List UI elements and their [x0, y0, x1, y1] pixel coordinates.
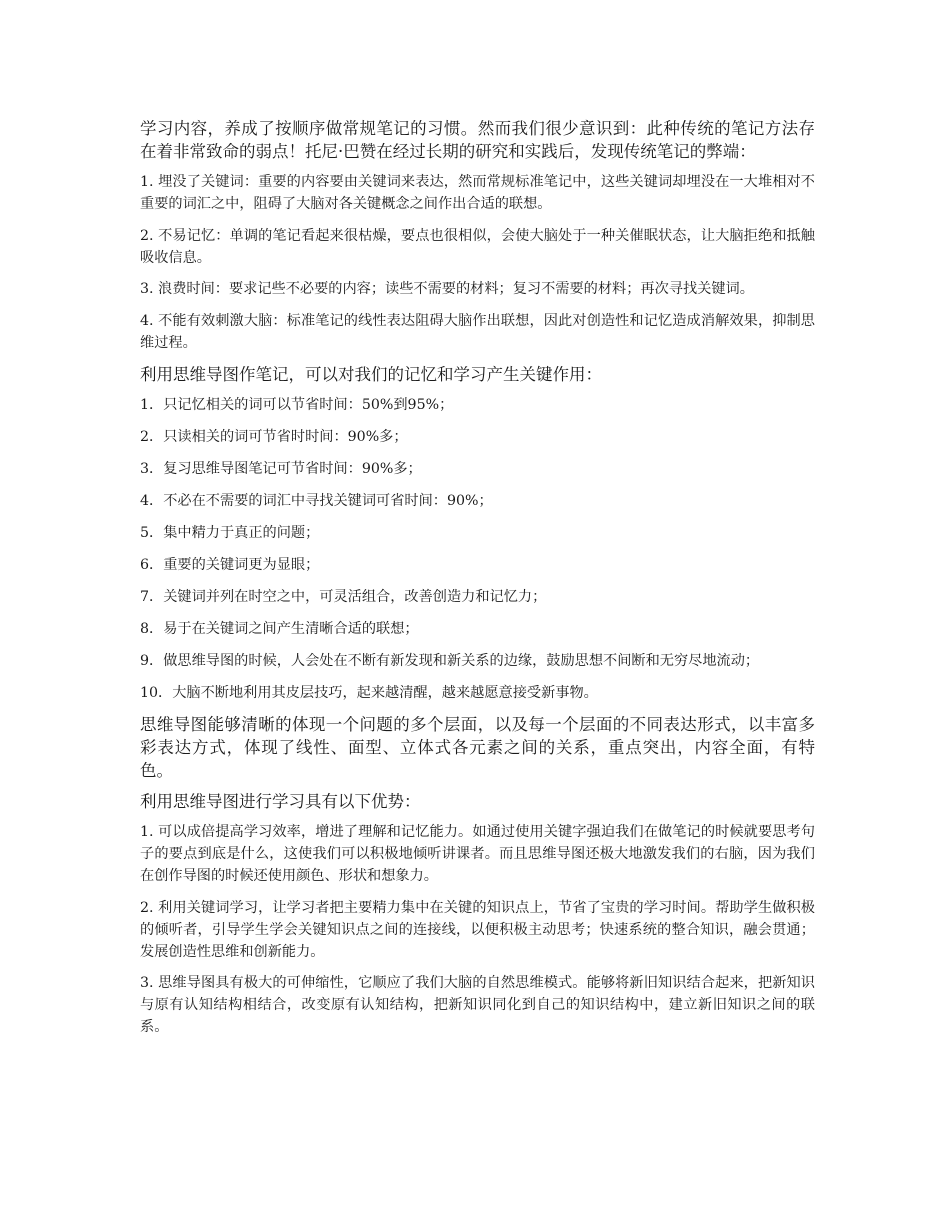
benefit-item-1: 1．只记忆相关的词可以节省时间：50%到95%；	[140, 397, 454, 413]
benefit-item-4: 4．不必在不需要的词汇中寻找关键词可省时间：90%；	[140, 493, 493, 509]
mindmap-benefits-heading: 利用思维导图作笔记，可以对我们的记忆和学习产生关键作用：	[140, 365, 602, 384]
drawback-item-4: 4. 不能有效刺激大脑：标准笔记的线性表达阻碍大脑作出联想，因此对创造性和记忆造成消解效果，抑制思维过程。	[140, 312, 815, 351]
drawback-item-1: 1. 埋没了关键词：重要的内容要由关键词来表达，然而常规标准笔记中，这些关键词却埋没在一大堆相对不重要的词汇之中，阻碍了大脑对各关键概念之间作出合适的联想。	[140, 174, 815, 212]
advantage-item-1: 1. 可以成倍提高学习效率，增进了理解和记忆能力。如通过使用关键字强迫我们在做笔记的时候就要思考句子的要点到底是什么，这使我们可以积极地倾听讲课者。而且思维导图还极大地激发我们的右脑，因为我们在创作导图的时候还使用颜色、形状和想象力。	[140, 824, 815, 884]
benefit-item-5: 5．集中精力于真正的问题；	[140, 525, 320, 541]
drawback-item-2: 2. 不易记忆：单调的笔记看起来很枯燥，要点也很相似，会使大脑处于一种关催眠状态，让大脑拒绝和抵触吸收信息。	[140, 227, 815, 266]
benefit-item-6: 6．重要的关键词更为显眼；	[140, 557, 320, 573]
intro-paragraph: 学习内容，养成了按顺序做常规笔记的习惯。然而我们很少意识到：此种传统的笔记方法存在着非常致命的弱点！托尼·巴赞在经过长期的研究和实践后，发现传统笔记的弊端：	[140, 119, 815, 161]
benefit-item-7: 7．关键词并列在时空之中，可灵活组合，改善创造力和记忆力；	[140, 589, 547, 605]
advantages-heading: 利用思维导图进行学习具有以下优势：	[140, 792, 421, 811]
mindmap-description-paragraph: 思维导图能够清晰的体现一个问题的多个层面，以及每一个层面的不同表达形式，以丰富多彩表达方式，体现了线性、面型、立体式各元素之间的关系，重点突出，内容全面，有特色。	[140, 715, 815, 780]
document-page	[140, 117, 815, 1048]
benefit-item-10: 10．大脑不断地利用其皮层技巧，起来越清醒，越来越愿意接受新事物。	[140, 684, 598, 701]
benefit-item-2: 2．只读相关的词可节省时时间：90%多；	[140, 429, 408, 445]
benefit-item-8: 8．易于在关键词之间产生清晰合适的联想；	[140, 621, 419, 637]
benefit-item-3: 3．复习思维导图笔记可节省时间：90%多；	[140, 461, 422, 477]
drawback-item-3: 3. 浪费时间：要求记些不必要的内容；读些不需要的材料；复习不需要的材料；再次寻找关键词。	[140, 281, 754, 297]
advantage-item-3: 3. 思维导图具有极大的可伸缩性，它顺应了我们大脑的自然思维模式。能够将新旧知识结合起来，把新知识与原有认知结构相结合，改变原有认知结构，把新知识同化到自己的知识结构中，建立新旧知识之间的联系。	[140, 975, 815, 1035]
benefit-item-9: 9．做思维导图的时候，人会处在不断有新发现和新关系的边缘，鼓励思想不间断和无穷尽地流动；	[140, 653, 760, 669]
advantage-item-2: 2. 利用关键词学习，让学习者把主要精力集中在关键的知识点上，节省了宝贵的学习时间。帮助学生做积极的倾听者，引导学生学会关键知识点之间的连接线，以便积极主动思考；快速系统的整合知识，融会贯通；发展创造性思维和创新能力。	[140, 899, 815, 960]
